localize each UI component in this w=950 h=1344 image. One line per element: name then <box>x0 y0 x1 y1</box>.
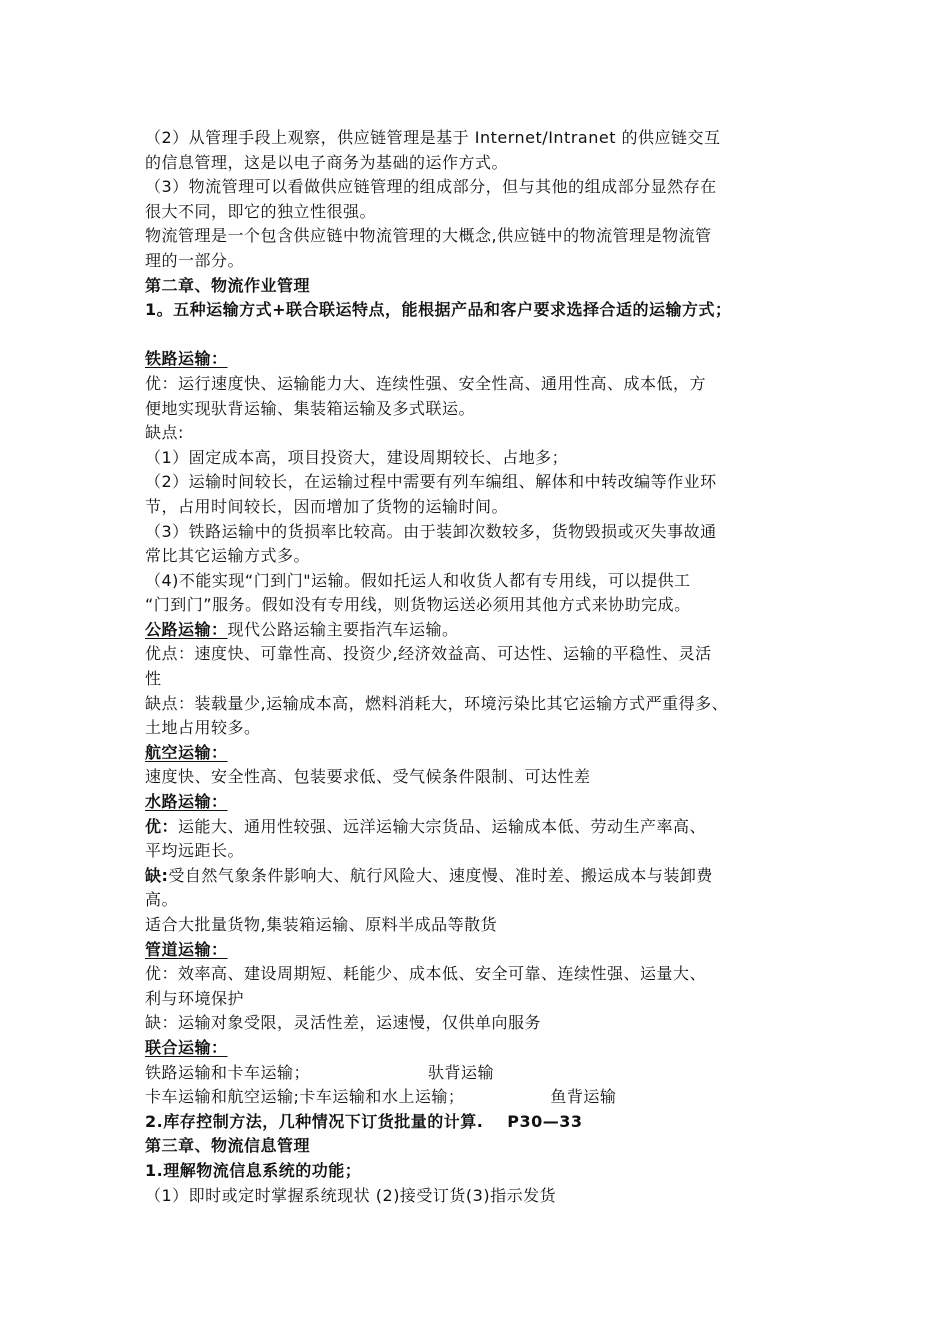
question-heading: 1.理解物流信息系统的功能； <box>145 1160 362 1180</box>
paragraph-line: （4)不能实现“门到门"运输。假如托运人和收货人都有专用线，可以提供工 <box>145 570 691 590</box>
paragraph-line: 土地占用较多。 <box>145 718 261 738</box>
paragraph-line: （2）从管理手段上观察，供应链管理是基于 Internet/Intranet 的供应链交互 <box>145 128 721 147</box>
question-heading: 1。五种运输方式+联合联运特点，能根据产品和客户要求选择合适的运输方式； <box>145 300 732 320</box>
label-text: 缺: <box>145 865 169 885</box>
paragraph-line <box>145 1085 825 1110</box>
section-heading-text: 航空运输： <box>145 742 228 762</box>
section-line-road <box>145 618 825 643</box>
paragraph-line: 优点：速度快、可靠性高、投资少,经济效益高、可达性、运输的平稳性、灵活 <box>145 644 712 664</box>
paragraph-line: 节，占用时间较长，因而增加了货物的运输时间。 <box>145 496 509 516</box>
paragraph-line: 的信息管理，这是以电子商务为基础的运作方式。 <box>145 152 509 172</box>
label-text: 优： <box>145 816 179 836</box>
paragraph-line: 适合大批量货物,集装箱运输、原料半成品等散货 <box>145 915 498 934</box>
section-heading-text: 联合运输： <box>145 1037 228 1057</box>
section-heading-multimodal <box>145 1036 825 1061</box>
section-heading-rail <box>145 347 825 372</box>
document-page <box>145 126 825 1208</box>
paragraph-line: 很大不同，即它的独立性很强。 <box>145 201 377 221</box>
section-heading-text: 公路运输： <box>145 619 228 639</box>
paragraph-line: （3）铁路运输中的货损率比较高。由于装卸次数较多，货物毁损或灭失事故通 <box>145 521 717 541</box>
paragraph-line: 便地实现驮背运输、集装箱运输及多式联运。 <box>145 398 476 418</box>
paragraph-line: （3）物流管理可以看做供应链管理的组成部分，但与其他的组成部分显然存在 <box>145 177 717 197</box>
paragraph-text: 运能大、通用性较强、远洋运输大宗货品、运输成本低、劳动生产率高、 <box>178 816 707 836</box>
chapter-heading: 第三章、物流信息管理 <box>145 1136 311 1156</box>
paragraph-line <box>145 815 825 840</box>
paragraph-text: 现代公路运输主要指汽车运输。 <box>227 619 459 639</box>
paragraph-line: 利与环境保护 <box>145 988 245 1008</box>
paragraph-line: （2）运输时间较长，在运输过程中需要有列车编组、解体和中转改编等作业环 <box>145 472 717 492</box>
paragraph-text: 驮背运输 <box>428 1062 495 1082</box>
paragraph-line: 常比其它运输方式多。 <box>145 546 311 566</box>
paragraph-text: 鱼背运输 <box>550 1087 617 1107</box>
paragraph-line: 缺：运输对象受限，灵活性差，运速慢，仅供单向服务 <box>145 1013 542 1033</box>
section-heading-pipe <box>145 938 825 963</box>
paragraph-line <box>145 1061 825 1086</box>
paragraph-line: 物流管理是一个包含供应链中物流管理的大概念,供应链中的物流管理是物流管 <box>145 226 712 246</box>
paragraph-line: 平均远距长。 <box>145 841 245 861</box>
paragraph-line: （1）即时或定时掌握系统现状 (2)接受订货(3)指示发货 <box>145 1185 557 1205</box>
section-heading-air <box>145 741 825 766</box>
paragraph-line: 优：运行速度快、运输能力大、连续性强、安全性高、通用性高、成本低，方 <box>145 373 707 393</box>
paragraph-line: 缺点：装载量少,运输成本高，燃料消耗大，环境污染比其它运输方式严重得多、 <box>145 693 729 713</box>
paragraph-line: 理的一部分。 <box>145 250 245 270</box>
chapter-heading: 第二章、物流作业管理 <box>145 275 311 295</box>
section-heading-text: 铁路运输： <box>145 349 228 369</box>
paragraph-line: 速度快、安全性高、包装要求低、受气候条件限制、可达性差 <box>145 767 591 787</box>
paragraph-text: 卡车运输和航空运输;卡车运输和水上运输； <box>145 1087 465 1107</box>
section-heading-water <box>145 790 825 815</box>
paragraph-line <box>145 864 825 889</box>
paragraph-line: （1）固定成本高，项目投资大，建设周期较长、占地多； <box>145 447 569 467</box>
paragraph-line: 性 <box>145 669 162 689</box>
section-heading-text: 管道运输： <box>145 939 228 959</box>
paragraph-line: “门到门”服务。假如没有专用线，则货物运送必须用其他方式来协助完成。 <box>145 595 691 615</box>
question-text: 2.库存控制方法，几种情况下订货批量的计算. <box>145 1111 484 1131</box>
paragraph-line: 高。 <box>145 890 179 910</box>
paragraph-line: 缺点: <box>145 423 184 443</box>
question-heading <box>145 1110 825 1135</box>
section-heading-text: 水路运输： <box>145 792 228 812</box>
paragraph-text: 铁路运输和卡车运输； <box>145 1062 311 1082</box>
paragraph-line: 优：效率高、建设周期短、耗能少、成本低、安全可靠、连续性强、运量大、 <box>145 964 707 984</box>
page-reference: P30—33 <box>507 1111 583 1131</box>
paragraph-text: 受自然气象条件影响大、航行风险大、速度慢、准时差、搬运成本与装卸费 <box>168 865 713 885</box>
blank-line <box>145 323 825 348</box>
